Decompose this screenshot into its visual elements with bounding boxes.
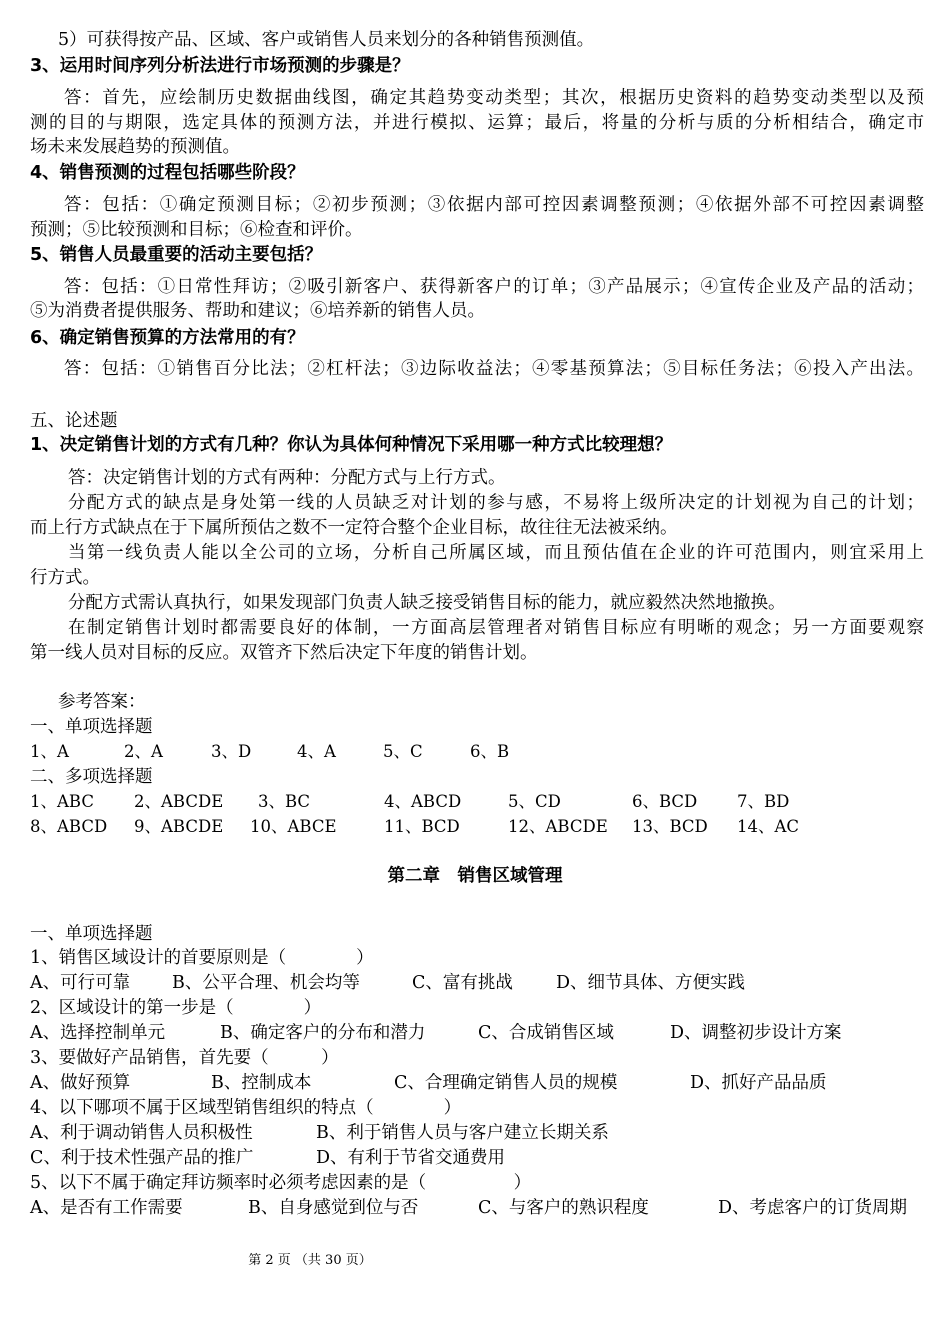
essay-answer-line-6: 分配方式需认真执行，如果发现部门负责人缺乏接受销售目标的能力，就应毅然决然地撤换。: [68, 593, 786, 613]
essay-section-heading: 五、论述题: [30, 411, 118, 431]
option-d: D、考虑客户的订货周期: [718, 1198, 908, 1218]
mc-question-2: 2、区域设计的第一步是（ ）: [30, 998, 322, 1018]
reference-multi-row-1: [30, 790, 924, 814]
option-a: A、利于调动销售人员积极性: [30, 1123, 253, 1143]
item-5-text: 5）可获得按产品、区域、客户或销售人员来划分的各种销售预测值。: [58, 30, 595, 50]
reference-single-heading: 一、单项选择题: [30, 717, 153, 737]
option-a: A、可行可靠: [30, 973, 131, 993]
answer-cell: 1、ABC: [30, 792, 94, 811]
option-c: C、富有挑战: [412, 973, 513, 993]
answer-cell: 5、C: [383, 742, 423, 761]
answer-cell: 3、D: [211, 742, 252, 761]
essay-answer-line-5: 行方式。: [30, 568, 100, 588]
mc-options-4a: [30, 1121, 924, 1145]
option-d: D、有利于节省交通费用: [316, 1148, 506, 1168]
question-4-heading: 4、销售预测的过程包括哪些阶段？: [30, 163, 305, 183]
question-3-heading: 3、运用时间序列分析法进行市场预测的步骤是？: [30, 56, 410, 76]
mc-options-2: [30, 1021, 924, 1045]
essay-answer-line-3: 而上行方式缺点在于下属所预估之数不一定符合整个企业目标，故往往无法被采纳。: [30, 518, 678, 538]
mc-options-3: [30, 1071, 924, 1095]
option-b: B、利于销售人员与客户建立长期关系: [316, 1123, 609, 1143]
essay-answer-line-1: 答：决定销售计划的方式有两种：分配方式与上行方式。: [68, 468, 506, 488]
answer-6-line-1: 答：包括：①销售百分比法；②杠杆法；③边际收益法；④零基预算法；⑤目标任务法；⑥投入产出法。: [64, 359, 924, 379]
answer-cell: 12、ABCDE: [508, 817, 608, 836]
reference-answers-title: 参考答案：: [58, 692, 146, 712]
mc-options-4b: [30, 1146, 924, 1170]
answer-cell: 14、AC: [737, 817, 800, 836]
answer-4-line-2: 预测；⑤比较预测和目标；⑥检查和评价。: [30, 220, 363, 240]
option-d: D、抓好产品品质: [690, 1073, 827, 1093]
answer-5-line-1: 答：包括：①日常性拜访；②吸引新客户、获得新客户的订单；③产品展示；④宣传企业及产品的活动；: [64, 277, 924, 297]
mc-question-1: 1、销售区域设计的首要原则是（ ）: [30, 948, 374, 968]
answer-cell: 4、A: [297, 742, 336, 761]
option-a: A、选择控制单元: [30, 1023, 166, 1043]
reference-multi-row-2: [30, 815, 924, 839]
essay-answer-line-8: 第一线人员对目标的反应。双管齐下然后决定下年度的销售计划。: [30, 643, 538, 663]
answer-cell: 3、BC: [258, 792, 311, 811]
chapter-section-heading: 一、单项选择题: [30, 924, 153, 944]
answer-5-line-2: ⑤为消费者提供服务、帮助和建议；⑥培养新的销售人员。: [30, 301, 485, 321]
answer-3-line-1: 答：首先，应绘制历史数据曲线图，确定其趋势变动类型；其次，根据历史资料的趋势变动类型以及预: [64, 88, 924, 108]
answer-cell: 2、ABCDE: [134, 792, 224, 811]
option-b: B、自身感觉到位与否: [248, 1198, 419, 1218]
page-footer: 第 2 页 （共 30 页）: [248, 1253, 372, 1268]
answer-3-line-3: 场未来发展趋势的预测值。: [30, 137, 240, 157]
answer-cell: 7、BD: [737, 792, 790, 811]
answer-cell: 6、B: [470, 742, 510, 761]
answer-cell: 1、A: [30, 742, 69, 761]
chapter-title: 第二章 销售区域管理: [387, 866, 563, 886]
answer-cell: 9、ABCDE: [134, 817, 224, 836]
question-6-heading: 6、确定销售预算的方法常用的有？: [30, 328, 305, 348]
answer-cell: 4、ABCD: [384, 792, 462, 811]
answer-cell: 8、ABCD: [30, 817, 108, 836]
option-b: B、确定客户的分布和潜力: [220, 1023, 426, 1043]
mc-question-4: 4、以下哪项不属于区域型销售组织的特点（ ）: [30, 1098, 462, 1118]
answer-4-line-1: 答：包括：①确定预测目标；②初步预测；③依据内部可控因素调整预测；④依据外部不可控因素调整: [64, 195, 924, 215]
mc-options-1: [30, 971, 924, 995]
option-d: D、调整初步设计方案: [670, 1023, 842, 1043]
option-b: B、公平合理、机会均等: [172, 973, 360, 993]
option-c: C、与客户的熟识程度: [478, 1198, 649, 1218]
essay-answer-line-4: 当第一线负责人能以全公司的立场，分析自己所属区域，而且预估值在企业的许可范围内，则宜采用上: [68, 543, 924, 563]
option-a: A、做好预算: [30, 1073, 131, 1093]
mc-options-5: [30, 1196, 924, 1220]
answer-cell: 11、BCD: [384, 817, 460, 836]
essay-answer-line-2: 分配方式的缺点是身处第一线的人员缺乏对计划的参与感，不易将上级所决定的计划视为自己的计划；: [68, 493, 924, 513]
answer-cell: 5、CD: [508, 792, 561, 811]
answer-cell: 2、A: [124, 742, 163, 761]
mc-question-3: 3、要做好产品销售，首先要（ ）: [30, 1048, 339, 1068]
mc-question-5: 5、以下不属于确定拜访频率时必须考虑因素的是（ ）: [30, 1173, 532, 1193]
option-c: C、合理确定销售人员的规模: [394, 1073, 618, 1093]
option-b: B、控制成本: [211, 1073, 312, 1093]
option-a: A、是否有工作需要: [30, 1198, 183, 1218]
question-5-heading: 5、销售人员最重要的活动主要包括？: [30, 245, 323, 265]
option-c: C、利于技术性强产品的推广: [30, 1148, 254, 1168]
essay-question-1: 1、决定销售计划的方式有几种？你认为具体何种情况下采用哪一种方式比较理想？: [30, 435, 673, 455]
option-c: C、合成销售区域: [478, 1023, 614, 1043]
option-d: D、细节具体、方便实践: [556, 973, 746, 993]
answer-cell: 13、BCD: [632, 817, 708, 836]
reference-single-row: [30, 740, 924, 764]
essay-answer-line-7: 在制定销售计划时都需要良好的体制，一方面高层管理者对销售目标应有明晰的观念；另一方面要观察: [68, 618, 924, 638]
answer-cell: 6、BCD: [632, 792, 698, 811]
answer-3-line-2: 测的目的与期限，选定具体的预测方法，并进行模拟、运算；最后，将量的分析与质的分析相结合，确定市: [30, 113, 924, 133]
reference-multi-heading: 二、多项选择题: [30, 767, 153, 787]
answer-cell: 10、ABCE: [250, 817, 337, 836]
